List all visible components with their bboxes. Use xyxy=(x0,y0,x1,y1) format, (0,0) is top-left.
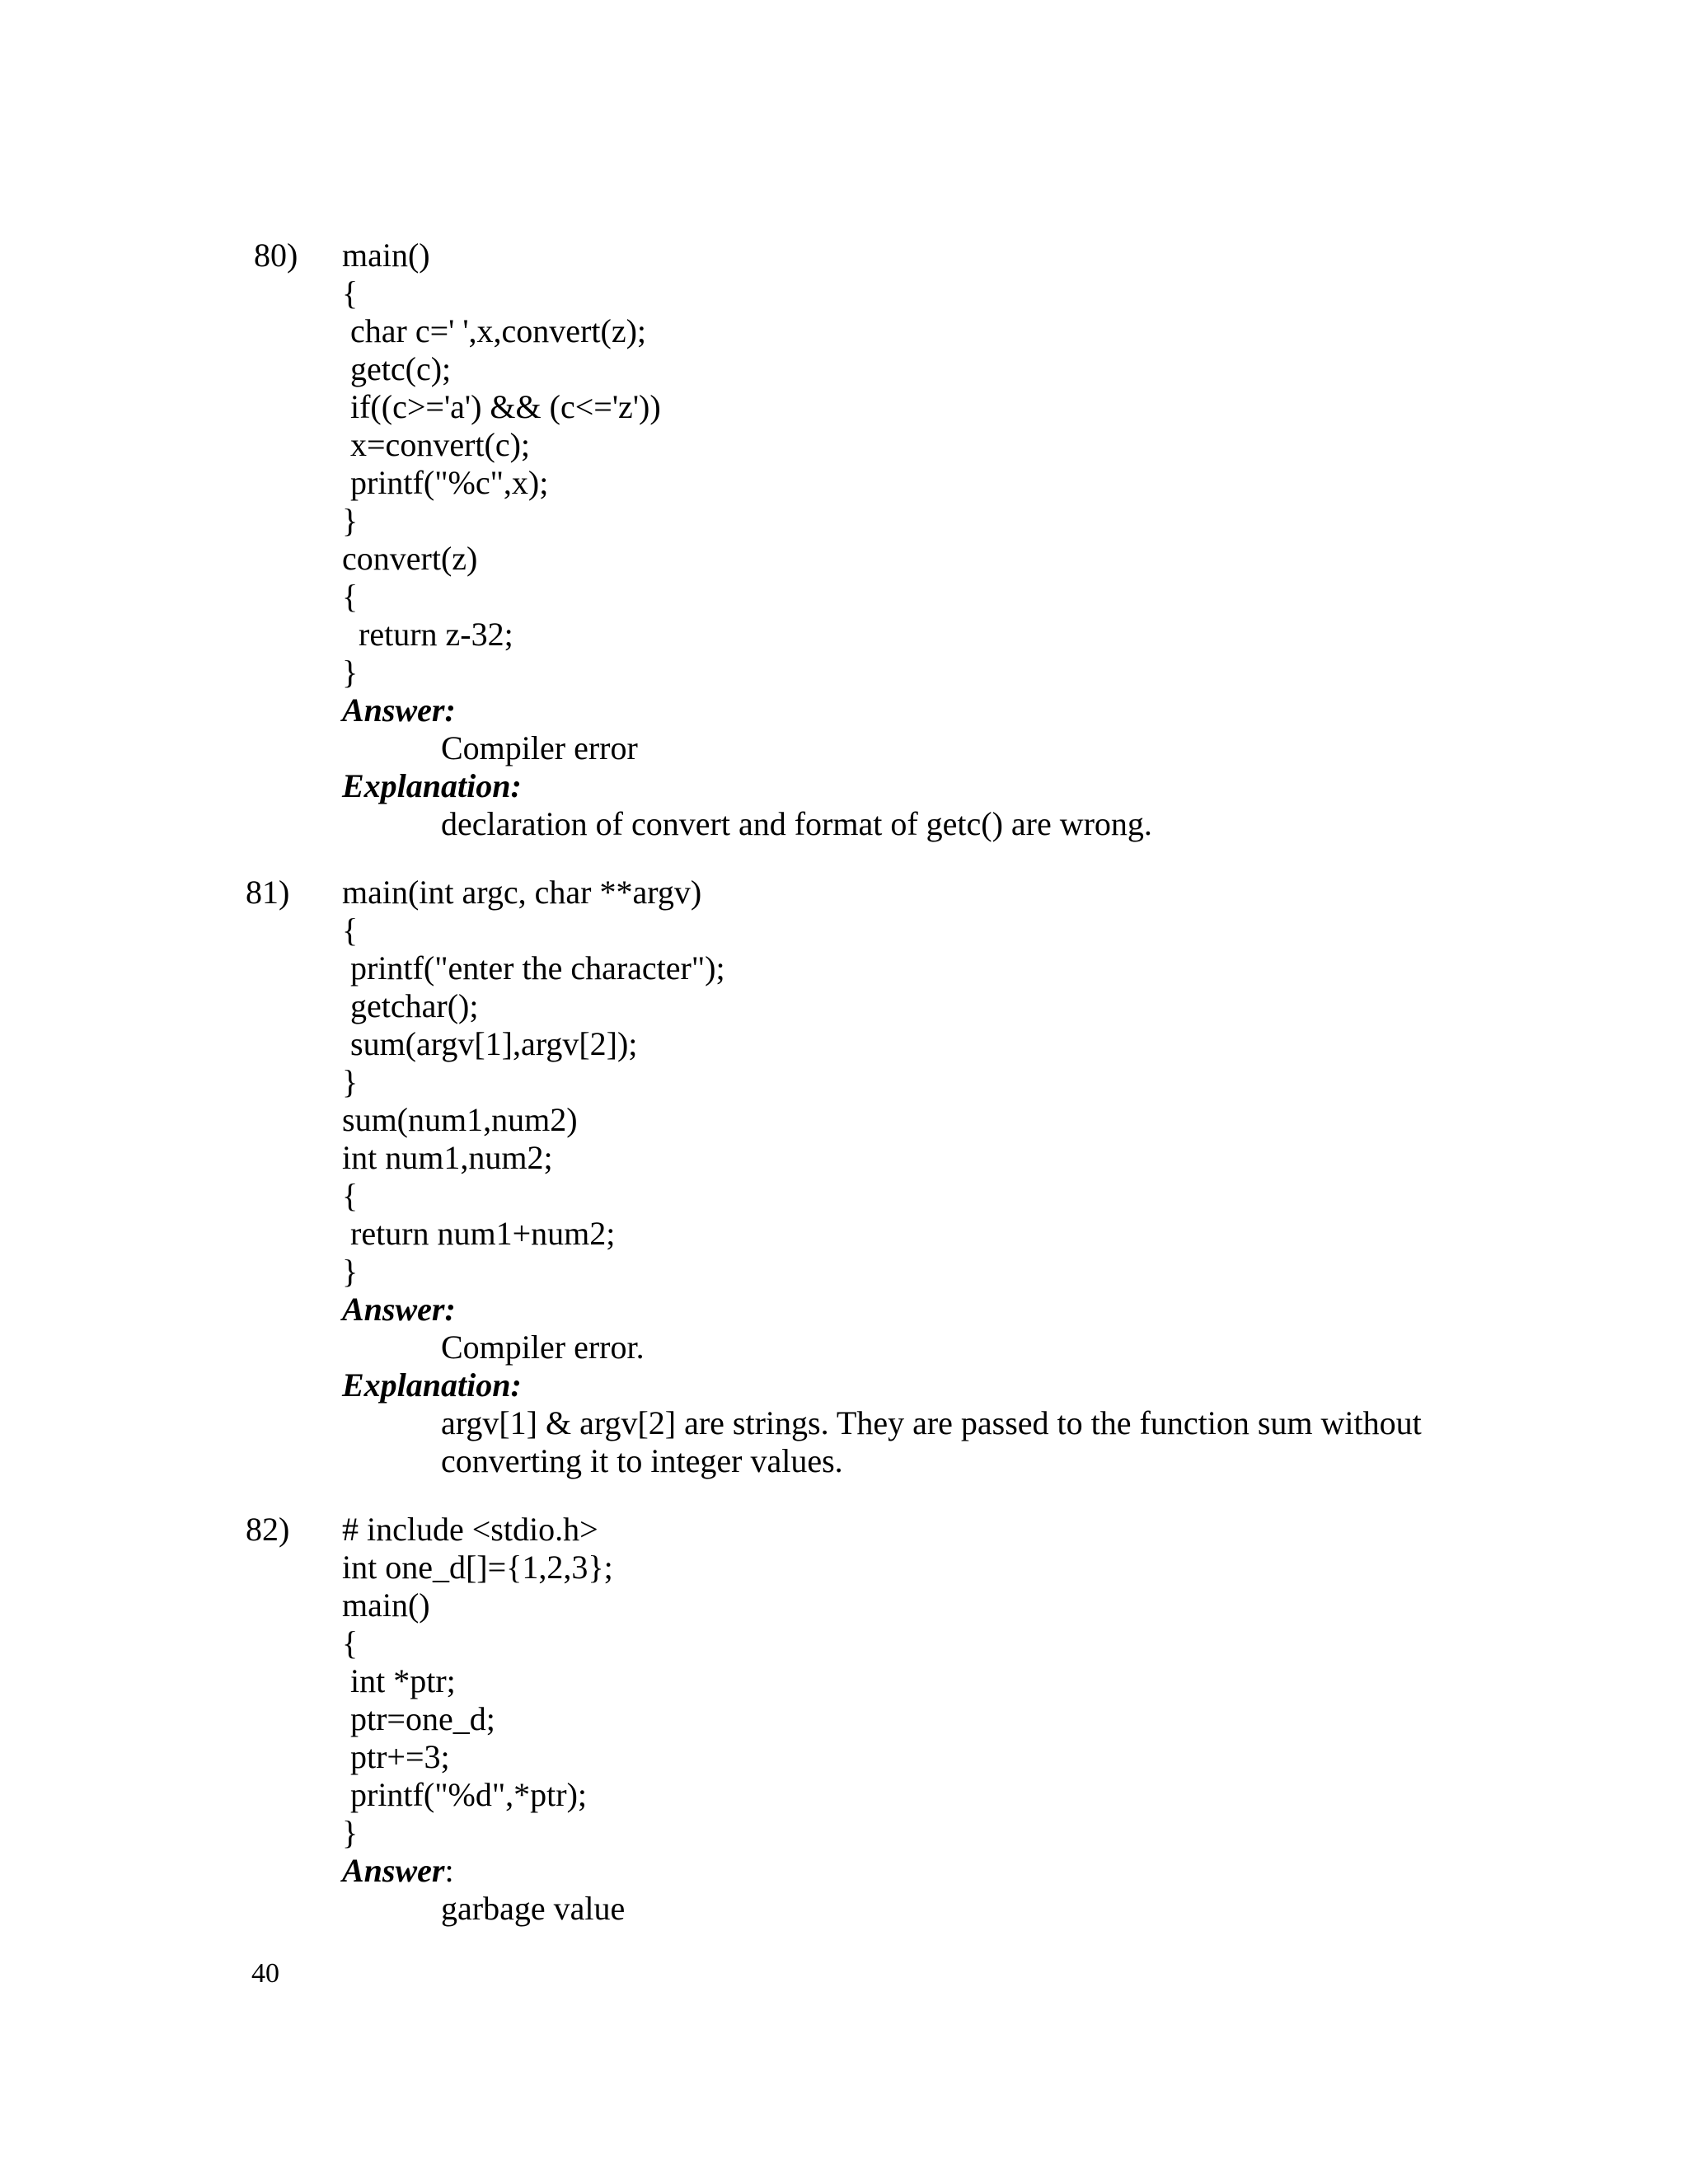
code-line: { xyxy=(342,274,359,312)
code-line: x=convert(c); xyxy=(350,426,531,463)
explanation-heading: Explanation: xyxy=(342,1366,522,1404)
answer-heading: Answer xyxy=(342,1852,445,1889)
question-content xyxy=(342,874,1422,1480)
answer-text: Compiler error xyxy=(441,729,638,766)
code-line: main() xyxy=(342,1586,430,1624)
code-line: int num1,num2; xyxy=(342,1139,553,1176)
code-line: } xyxy=(342,1253,359,1290)
code-line: } xyxy=(342,1063,359,1100)
page-number: 40 xyxy=(251,1958,279,1989)
code-line: main() xyxy=(342,237,430,274)
question-number: 81) xyxy=(246,874,290,911)
code-line: int one_d[]={1,2,3}; xyxy=(342,1549,613,1586)
question-content xyxy=(342,1511,625,1928)
code-line: convert(z) xyxy=(342,540,478,577)
code-line: ptr+=3; xyxy=(350,1738,450,1775)
code-line: { xyxy=(342,1177,359,1214)
explanation-text: argv[1] & argv[2] are strings. They are passed to the function sum without xyxy=(441,1404,1422,1441)
question-content xyxy=(342,237,1152,843)
code-line: } xyxy=(342,654,359,691)
code-line: { xyxy=(342,1624,359,1661)
code-line: getchar(); xyxy=(350,987,479,1024)
code-line: getc(c); xyxy=(350,350,452,387)
answer-heading-colon: : xyxy=(444,1852,454,1889)
code-line: char c=' ',x,convert(z); xyxy=(350,312,647,349)
code-line: { xyxy=(342,578,359,615)
answer-text: garbage value xyxy=(441,1890,626,1927)
code-line: { xyxy=(342,912,359,949)
explanation-text: converting it to integer values. xyxy=(441,1442,843,1479)
code-line: sum(num1,num2) xyxy=(342,1101,578,1138)
answer-text: Compiler error. xyxy=(441,1329,645,1366)
explanation-text: declaration of convert and format of getc() are wrong. xyxy=(441,805,1152,842)
code-line: printf("enter the character"); xyxy=(350,949,725,987)
code-line: return num1+num2; xyxy=(350,1215,616,1252)
answer-heading: Answer: xyxy=(342,1291,456,1328)
code-line: int *ptr; xyxy=(350,1662,456,1699)
question-number: 80) xyxy=(254,237,298,274)
code-line: } xyxy=(342,502,359,539)
code-line: } xyxy=(342,1814,359,1851)
question-number: 82) xyxy=(246,1511,290,1548)
code-line: sum(argv[1],argv[2]); xyxy=(350,1025,638,1062)
code-line: ptr=one_d; xyxy=(350,1700,495,1737)
answer-heading-line xyxy=(342,1852,625,1890)
explanation-heading: Explanation: xyxy=(342,767,522,804)
code-line: if((c>='a') && (c<='z')) xyxy=(350,388,661,425)
code-line: printf("%c",x); xyxy=(350,464,549,501)
code-line: printf("%d",*ptr); xyxy=(350,1776,588,1813)
answer-heading: Answer: xyxy=(342,691,456,729)
code-line: main(int argc, char **argv) xyxy=(342,874,702,911)
code-line: return z-32; xyxy=(359,616,513,653)
code-line: # include <stdio.h> xyxy=(342,1511,598,1548)
